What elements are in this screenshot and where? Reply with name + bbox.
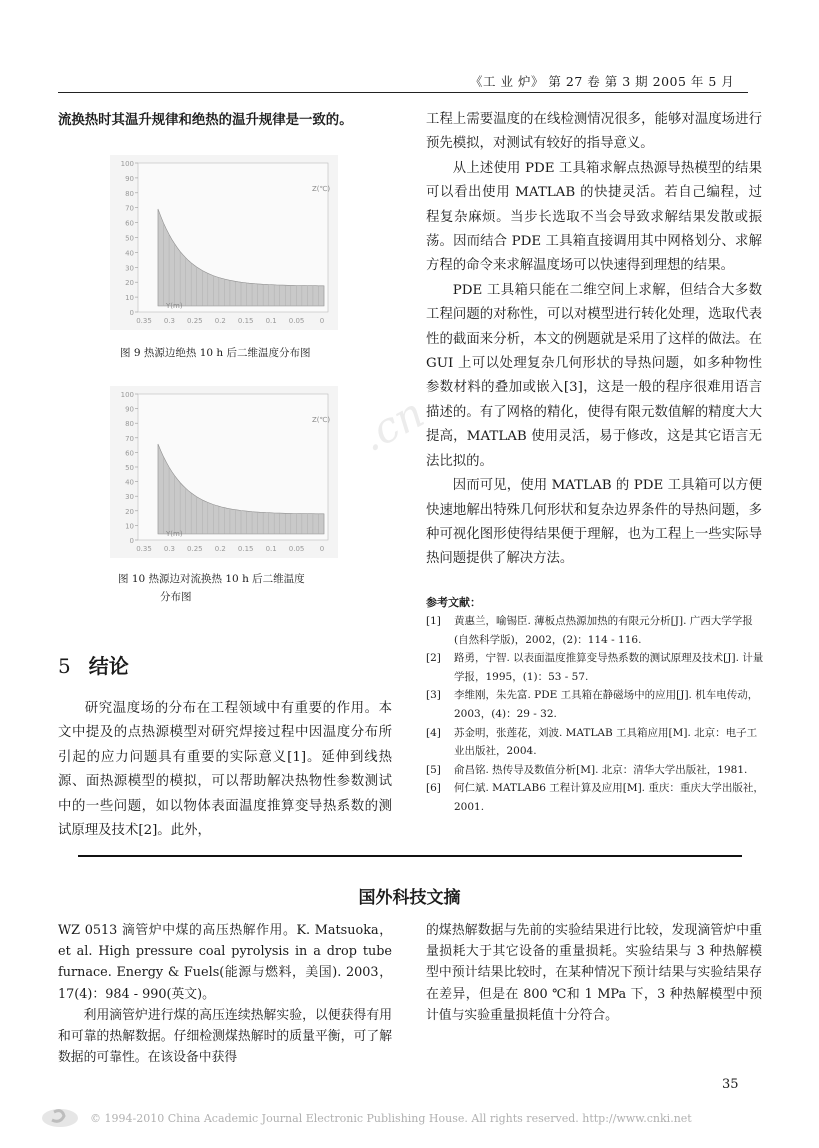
section-title: 结论 xyxy=(88,654,129,678)
x-tick-label: 0.1 xyxy=(265,317,277,325)
y-tick-label: 40 xyxy=(125,478,134,487)
right-column-text xyxy=(426,108,762,572)
y-tick-label: 70 xyxy=(125,204,134,213)
x-tick-label: 0.15 xyxy=(237,545,254,553)
figure-10-plot xyxy=(110,386,338,558)
abstracts-title: 国外科技文摘 xyxy=(358,888,461,908)
abstract-right xyxy=(426,920,762,1026)
x-tick-label: 0.35 xyxy=(136,317,152,325)
reference-item: [2] 路勇，宁智. 以表面温度推算变导热系数的测试原理及技术[J]. 计量学报，1995，(1)：53 - 57. xyxy=(426,652,764,683)
figure-10-caption-line2: 分布图 xyxy=(160,591,192,603)
x-tick-label: 0.35 xyxy=(136,545,152,553)
y-tick-label: 90 xyxy=(125,405,134,414)
intro-line: 流换热时其温升规律和绝热的温升规律是一致的。 xyxy=(58,112,353,128)
x-tick-label: 0.05 xyxy=(288,545,305,553)
section-divider xyxy=(78,855,742,857)
right-paragraph-1: 工程上需要温度的在线检测情况很多，能够对温度场进行预先模拟，对测试有较好的指导意义。 xyxy=(426,112,762,152)
figure-10-caption xyxy=(118,570,305,606)
y-tick-label: 60 xyxy=(125,219,134,228)
reference-item: [1] 黄惠兰，喻锡臣. 薄板点热源加热的有限元分析[J]. 广西大学学报(自然科学版)，2002，(2)：114 - 116. xyxy=(426,615,753,646)
y-tick-label: 60 xyxy=(125,449,134,458)
abstract-entry-continued: 的煤热解数据与先前的实验结果进行比较，发现滴管炉中重量损耗大于其它设备的重量损耗。实验结果与 3 种热解模型中预计结果比较时，在某种情况下预计结果与实验结果存在差异，但是在 800 ℃和 1 MPa 下，3 种热解模型中预计值与实验重量损耗值十分符合。 xyxy=(426,923,762,1023)
header-rule xyxy=(58,92,748,93)
y-tick-label: 100 xyxy=(120,160,134,168)
x-tick-label: 0.05 xyxy=(288,317,305,325)
abstract-entry: WZ 0513 滴管炉中煤的高压热解作用。K. Matsuoka，et al. High pressure coal pyrolysis in a drop tube furnace. Energy & Fuels(能源与燃料，美国). 2003，17(4)：984 - 990(英文)。 xyxy=(58,923,392,1002)
conclusion-text: 研究温度场的分布在工程领域中有重要的作用。本文中提及的点热源模型对研究焊接过程中因温度分布所引起的应力问题具有重要的实际意义[1]。延伸到线热源、面热源模型的模拟，可以帮助解决热物性参数测试中的一些问题，如以物体表面温度推算变导热系数的测试原理及技术[2]。此外， xyxy=(58,701,392,839)
conclusion-paragraph xyxy=(58,697,392,843)
x-tick-label: 0.3 xyxy=(163,317,175,325)
section-number: 5 xyxy=(58,654,71,678)
y-tick-label: 30 xyxy=(125,493,134,502)
y-tick-label: 10 xyxy=(125,522,134,531)
x-tick-label: 0 xyxy=(319,545,325,553)
y-tick-label: 0 xyxy=(129,537,134,545)
reference-item: [5] 俞昌铭. 热传导及数值分析[M]. 北京：清华大学出版社，1981. xyxy=(426,763,748,776)
y-tick-label: 50 xyxy=(125,464,134,472)
watermark: .cn xyxy=(352,387,432,462)
x-tick-label: 0.25 xyxy=(187,317,203,325)
journal-header: 《工 业 炉》 第 27 卷 第 3 期 2005 年 5 月 xyxy=(470,74,735,89)
y-axis-label: Y(m) xyxy=(166,530,183,538)
y-tick-label: 80 xyxy=(125,420,134,429)
x-tick-label: 0.2 xyxy=(214,317,226,325)
z-axis-label: Z(℃) xyxy=(312,416,331,424)
reference-item: [4] 苏金明，张莲花，刘波. MATLAB 工具箱应用[M]. 北京：电子工业出版社，2004. xyxy=(426,726,758,758)
figure-10 xyxy=(110,386,338,558)
y-tick-label: 20 xyxy=(125,507,134,516)
x-tick-label: 0.1 xyxy=(265,545,277,553)
y-tick-label: 30 xyxy=(125,264,134,273)
x-tick-label: 0.25 xyxy=(187,545,203,553)
figure-10-caption-line1: 图 10 热源边对流换热 10 h 后二维温度 xyxy=(118,573,305,585)
y-tick-label: 100 xyxy=(120,391,134,399)
x-tick-label: 0.15 xyxy=(237,317,254,325)
y-tick-label: 80 xyxy=(125,189,134,198)
reference-item: [3] 李维刚，朱先富. PDE 工具箱在静磁场中的应用[J]. 机车电传动，2003，(4)：29 - 32. xyxy=(426,689,759,720)
y-tick-label: 20 xyxy=(125,279,134,288)
y-tick-label: 50 xyxy=(125,234,134,243)
x-tick-label: 0.2 xyxy=(214,545,226,553)
y-tick-label: 10 xyxy=(125,294,134,303)
figure-9 xyxy=(110,155,338,330)
right-paragraph-3: PDE 工具箱只能在二维空间上求解，但结合大多数工程问题的对称性，可以对模型进行转化处理，选取代表性的截面来分析，本文的例题就是采用了这样的做法。在 GUI 上可以处理复杂几何形状的导热问题，如多种物性参数材料的叠加或嵌入[3]，这是一般的程序很难用语言描述的。有了网格的精化，使得有限元数值解的精度大大提高，MATLAB 使用灵活，易于修改，这是其它语言无法比拟的。 xyxy=(426,282,762,469)
right-paragraph-2: 从上述使用 PDE 工具箱求解点热源导热模型的结果可以看出使用 MATLAB 的快捷灵活。若自己编程，过程复杂麻烦。当步长选取不当会导致求解结果发散或振荡。因而结合 PDE 工具箱直接调用其中网格划分、求解方程的命令来求解温度场可以快速得到理想的结果。 xyxy=(426,160,762,274)
copyright-footer: © 1994-2010 China Academic Journal Electronic Publishing House. All rights reserved. http://www.cnki.net xyxy=(90,1112,692,1125)
y-tick-label: 0 xyxy=(129,309,134,317)
right-paragraph-4: 因而可见，使用 MATLAB 的 PDE 工具箱可以方便快速地解出特殊几何形状和复杂边界条件的导热问题，多种可视化图形使得结果便于理解，也为工程上一些实际导热问题提供了解决方法。 xyxy=(426,478,762,567)
x-tick-label: 0.3 xyxy=(163,545,175,553)
figure-9-caption: 图 9 热源边绝热 10 h 后二维温度分布图 xyxy=(120,347,311,359)
y-axis-label: Y(m) xyxy=(166,302,183,310)
y-tick-label: 70 xyxy=(125,434,134,443)
y-tick-label: 90 xyxy=(125,174,134,183)
page-number: 35 xyxy=(722,1077,739,1092)
references-title: 参考文献： xyxy=(426,596,481,609)
cnki-logo-icon xyxy=(40,1104,80,1130)
z-axis-label: Z(℃) xyxy=(312,185,331,193)
section-heading xyxy=(58,650,129,679)
abstract-left xyxy=(58,920,392,1068)
reference-item: [6] 何仁斌. MATLAB6 工程计算及应用[M]. 重庆：重庆大学出版社，2001. xyxy=(426,782,764,813)
y-tick-label: 40 xyxy=(125,249,134,258)
abstract-entry-body: 利用滴管炉进行煤的高压连续热解实验，以便获得有用和可靠的热解数据。仔细检测煤热解时的质量平衡，可了解数据的可靠性。在该设备中获得 xyxy=(58,1007,392,1066)
figure-9-plot xyxy=(110,155,338,330)
references-list xyxy=(426,612,766,817)
x-tick-label: 0 xyxy=(319,317,325,325)
left-intro xyxy=(58,108,392,132)
